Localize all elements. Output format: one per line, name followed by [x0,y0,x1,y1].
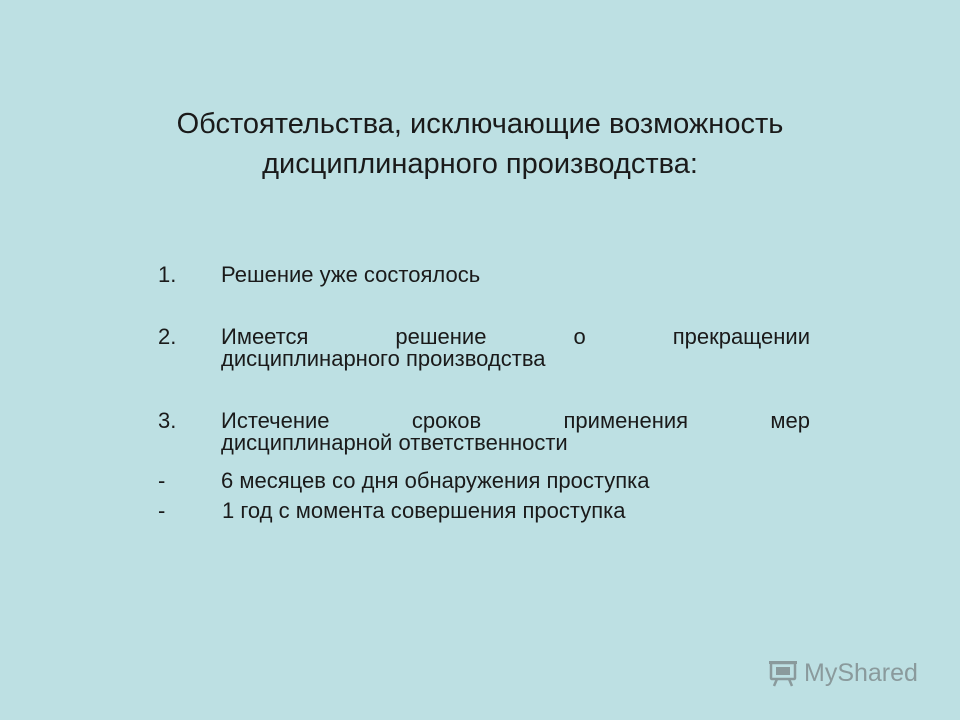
list-item [158,408,810,454]
list-item [158,324,810,370]
list-subitem [158,468,810,494]
list-item-text: Имеется решение о прекращении [221,324,810,349]
list-item-text: Истечение сроков применения мер [221,408,810,433]
list-subitem-dash: - [158,468,166,493]
list-item-text-continuation: дисциплинарной ответственности [221,430,568,455]
list-subitem-text: 6 месяцев со дня обнаружения проступка [221,468,650,493]
slide-title-line-2: дисциплинарного производства: [262,148,698,180]
presentation-board-icon [768,658,798,688]
list-item-marker: 2. [158,324,177,349]
list-item-marker: 3. [158,408,177,433]
watermark-logo [768,656,918,690]
watermark-text: MyShared [804,659,918,687]
list-item-marker: 1. [158,262,177,287]
circumstances-list [158,262,810,524]
list-item [158,262,810,288]
list-subitem-dash: - [158,498,166,523]
list-subitem-text: 1 год с момента совершения проступка [222,498,626,523]
slide-title-line-1: Обстоятельства, исключающие возможность [176,108,784,140]
list-item-text-continuation: дисциплинарного производства [221,346,546,371]
list-item-text: Решение уже состоялось [221,262,481,287]
slide-title [60,104,900,184]
list-subitem [158,498,810,524]
